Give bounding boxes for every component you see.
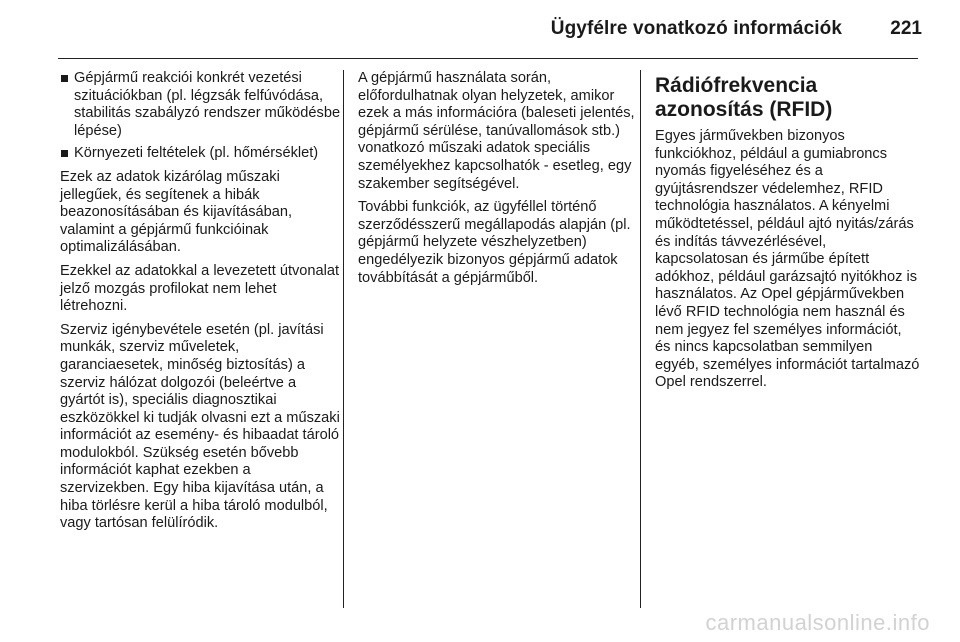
bullet-list xyxy=(60,70,342,163)
list-item-text: Gépjármű reakciói konkrét vezetési szituációkban (pl. légzsák felfúvódása, stabilitás szabályzó rendszer működésbe lépése) xyxy=(74,70,341,139)
text-column-1 xyxy=(60,70,342,539)
list-item-text: Környezeti feltételek (pl. hőmérséklet) xyxy=(74,145,319,162)
paragraph: Ezekkel az adatokkal a levezetett útvonalat jelző mozgás profilokat nem lehet létrehozni. xyxy=(60,262,340,315)
list-item xyxy=(60,145,342,163)
paragraph: Szerviz igénybevétele esetén (pl. javítási munkák, szerviz műveletek, garanciaesetek, minőség biztosítás) a szerviz hálózat dolgozói (beleértve a gyártót is), speciális diagnosztikai eszközökkel ki tudják olvasni ezt a műszaki információt az esemény- és hibaadat tároló modulokból. Szükség esetén bővebb információt kaphat ezekben a szervizekben. Egy hiba kijavítása után, a hiba törlésre kerül a hiba tároló modulból, vagy tartósan felülíródik. xyxy=(60,321,340,532)
paragraph: Ezek az adatok kizárólag műszaki jellegűek, és segítenek a hibák beazonosításában és kijavításában, valamint a gépjármű funkcióinak optimalizálásában. xyxy=(60,168,293,256)
square-bullet-icon xyxy=(61,75,68,82)
text-column-2 xyxy=(358,70,640,293)
column-divider xyxy=(640,70,641,608)
square-bullet-icon xyxy=(61,150,68,157)
paragraph: További funkciók, az ügyféllel történő szerződésszerű megállapodás alapján (pl. gépjármű helyzete vészhelyzetben) engedélyezik bizonyos gépjármű adatok továbbítását a gépjárműből. xyxy=(358,199,631,286)
page-number: 221 xyxy=(890,18,922,39)
section-heading: Rádiófrekvencia azonosítás (RFID) xyxy=(655,74,833,121)
header-divider xyxy=(58,58,918,59)
page-header xyxy=(0,0,960,58)
text-column-3 xyxy=(655,70,920,398)
running-title: Ügyfélre vonatkozó információk xyxy=(550,18,842,39)
list-item xyxy=(60,70,342,140)
watermark: carmanualsonline.info xyxy=(705,610,930,635)
column-divider xyxy=(343,70,344,608)
paragraph: Egyes járművekben bizonyos funkciókhoz, például a gumiabroncs nyomás figyeléséhez és a gyújtásrendszer védelemhez, RFID technológia használatos. A kényelmi működtetéssel, például ajtó nyitás/zárás és indítás távvezérlésével, kapcsolatosan és járműbe épített adókhoz, például garázsajtó nyitókhoz is használatos. Az Opel gépjárművekben lévő RFID technológia nem használ és nem jegyez fel személyes információt, és nincs kapcsolatban semmilyen egyéb, személyes információt tartalmazó Opel rendszerrel. xyxy=(655,128,920,391)
paragraph: A gépjármű használata során, előfordulhatnak olyan helyzetek, amikor ezek a más információra (baleseti jelentés, gépjármű sérülése, tanúvallomások stb.) vonatkozó műszaki adatok speciális személyekhez kapcsolhatók - esetleg, egy szakember segítségével. xyxy=(358,70,635,192)
